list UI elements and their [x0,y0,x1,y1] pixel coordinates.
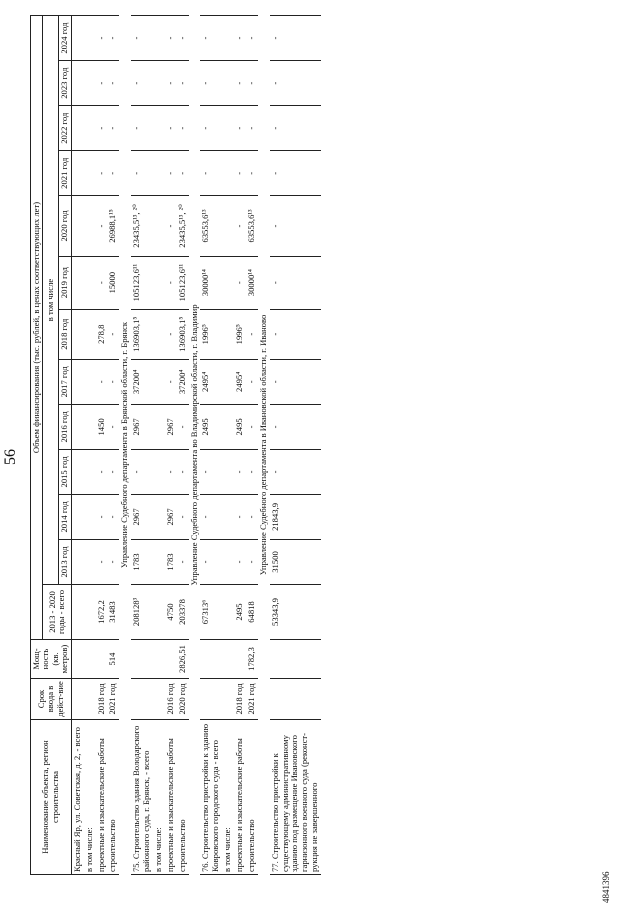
header-including: в том числе [43,16,59,585]
cell-value: - [96,16,108,61]
header-year-col: 2022 год [59,106,71,151]
cell-value: - [165,196,177,256]
cell-value: 30000¹⁴ [246,256,258,309]
cell-power [222,640,234,679]
header-year-col: 2019 год [59,256,71,309]
cell-value [84,494,96,539]
document-id: 4841396 [601,871,611,903]
cell-value [84,309,96,359]
cell-value [153,309,165,359]
cell-value: - [107,359,119,404]
cell-value: 63553,6¹³ [200,196,222,256]
cell-name: проектные и изыскательские работы [165,720,177,875]
table-row [200,16,222,875]
table-row [84,16,96,875]
cell-value: - [234,449,246,494]
cell-value: 1996⁵ [200,309,222,359]
cell-value: - [107,449,119,494]
cell-value: - [177,106,189,151]
cell-value: - [177,539,189,584]
cell-name: строительство [177,720,189,875]
cell-power [71,640,83,679]
cell-value: 2495⁴ [234,359,246,404]
cell-value: 136903,1⁵ [131,309,153,359]
cell-value: - [270,196,321,256]
cell-name: в том числе: [153,720,165,875]
cell-value: 1450 [96,404,108,449]
cell-year [270,679,321,720]
cell-value [222,196,234,256]
cell-value [153,151,165,196]
cell-value [71,106,83,151]
cell-value: - [107,539,119,584]
cell-value: - [165,106,177,151]
region-band-text: Управление Судебного департамента во Владимирской области, г. Владимир [188,304,199,586]
cell-value [222,359,234,404]
table-row [71,16,83,875]
cell-value: - [200,16,222,61]
table-body [71,16,321,875]
cell-value: - [234,256,246,309]
cell-value: 2967 [131,494,153,539]
cell-value: - [270,61,321,106]
header-year: Срок ввода в дейст-вие [31,679,72,720]
cell-value [153,196,165,256]
cell-power [270,640,321,679]
cell-value: 31500 [270,539,321,584]
cell-value [153,359,165,404]
cell-total [222,585,234,640]
cell-value: 30000¹⁴ [200,256,222,309]
cell-total [153,585,165,640]
cell-value [222,151,234,196]
cell-value [153,404,165,449]
cell-value [84,61,96,106]
cell-total: 53343,9 [270,585,321,640]
cell-value: - [131,16,153,61]
table-row [165,16,177,875]
header-financing: Объем финансирования (тыс. рублей, в ценах соответствующих лет) [31,16,43,640]
cell-value: - [246,151,258,196]
cell-value: - [96,196,108,256]
cell-value [153,449,165,494]
cell-value: - [246,16,258,61]
table-row [270,16,321,875]
cell-value: - [246,449,258,494]
cell-value: - [165,309,177,359]
cell-value [84,404,96,449]
cell-value [84,449,96,494]
cell-value: - [107,494,119,539]
page-number: 56 [2,449,19,465]
cell-year [153,679,165,720]
header-year-col: 2013 год [59,539,71,584]
cell-value: - [107,16,119,61]
cell-value: - [165,16,177,61]
cell-value: - [246,309,258,359]
cell-value [153,494,165,539]
header-year-col: 2023 год [59,61,71,106]
cell-value: - [107,106,119,151]
header-year-col: 2015 год [59,449,71,494]
cell-value: - [234,539,246,584]
financing-table [30,15,321,875]
table-row [234,16,246,875]
cell-value [222,539,234,584]
cell-value [153,106,165,151]
cell-value [153,539,165,584]
cell-value [222,16,234,61]
cell-total: 64818 [246,585,258,640]
table-row [153,16,165,875]
cell-value: - [107,309,119,359]
cell-value: - [270,309,321,359]
cell-value [222,494,234,539]
cell-value: - [200,151,222,196]
cell-year: 2018 год [234,679,246,720]
cell-value [84,106,96,151]
cell-power [131,640,153,679]
cell-value: - [246,404,258,449]
cell-total [84,585,96,640]
cell-value [153,256,165,309]
cell-power: 514 [107,640,119,679]
cell-value: 21843,9 [270,494,321,539]
cell-value: 2495⁴ [200,359,222,404]
cell-value: - [234,151,246,196]
cell-value: 1996⁵ [234,309,246,359]
cell-value [71,539,83,584]
cell-total: 1672,2 [96,585,108,640]
cell-value: - [107,61,119,106]
cell-value: - [96,151,108,196]
cell-value: - [246,494,258,539]
cell-value: - [165,449,177,494]
region-band [258,16,270,875]
cell-power [200,640,222,679]
cell-value [71,449,83,494]
cell-year: 2021 год [107,679,119,720]
cell-value: - [131,151,153,196]
cell-year: 2020 год [177,679,189,720]
cell-name: 76. Строительство пристройки к зданию Ковровского городского суда - всего [200,720,222,875]
cell-name: 75. Строительство здания Володарского районного суда, г. Брянск, - всего [131,720,153,875]
cell-value: - [96,106,108,151]
cell-value: - [177,404,189,449]
cell-value [84,359,96,404]
cell-value: - [177,151,189,196]
region-band [119,16,131,875]
cell-value [71,256,83,309]
cell-value: 23435,5¹³, ²⁰ [131,196,153,256]
cell-value: 23435,5¹³, ²⁰ [177,196,189,256]
cell-year [84,679,96,720]
cell-name: строительство [246,720,258,875]
region-band-text: Управление Судебного департамента в Ивановской области, г. Иваново [257,314,268,576]
cell-value: - [107,151,119,196]
cell-value: - [234,106,246,151]
cell-value [222,404,234,449]
cell-year [200,679,222,720]
cell-value: - [200,539,222,584]
cell-name: строительство [107,720,119,875]
header-year-col: 2018 год [59,309,71,359]
cell-value [84,196,96,256]
cell-value: - [200,61,222,106]
cell-name: Красный Яр, ул. Советская, д. 2, - всего [71,720,83,875]
cell-value: 37200⁴ [131,359,153,404]
cell-value: 15000 [107,256,119,309]
cell-value: 2967 [165,494,177,539]
cell-value: - [96,359,108,404]
header-year-col: 2024 год [59,16,71,61]
cell-value: - [234,61,246,106]
cell-power [96,640,108,679]
header-year-col: 2014 год [59,494,71,539]
cell-value: 2495 [234,404,246,449]
cell-value: 2495 [200,404,222,449]
cell-value: 2967 [165,404,177,449]
cell-name: 77. Строительство пристройки к существующему административному зданию под размещение Ивановского гарнизонного военного суда (реконст-рукция не завершенного [270,720,321,875]
cell-year: 2018 год [96,679,108,720]
cell-value: 105123,6¹¹ [177,256,189,309]
table-row [96,16,108,875]
cell-value: - [177,449,189,494]
cell-value: - [131,106,153,151]
cell-value: 278,8 [96,309,108,359]
cell-value: 1783 [131,539,153,584]
region-band-text: Управление Судебного департамента в Брянской области, г. Брянск [119,321,130,569]
cell-value: - [165,256,177,309]
cell-value: - [270,404,321,449]
cell-value: - [96,61,108,106]
cell-value: 105123,6¹¹ [131,256,153,309]
cell-value: - [96,449,108,494]
cell-name: проектные и изыскательские работы [234,720,246,875]
cell-value [84,151,96,196]
cell-value: - [270,449,321,494]
cell-value: - [96,494,108,539]
header-total: 2013 - 2020 годы - всего [43,585,71,640]
cell-value: - [246,359,258,404]
table-row [246,16,258,875]
cell-value [153,16,165,61]
cell-power [165,640,177,679]
cell-year [222,679,234,720]
cell-value [222,256,234,309]
cell-value [153,61,165,106]
cell-value: - [200,106,222,151]
cell-value: - [234,196,246,256]
cell-value [222,61,234,106]
cell-value: - [270,151,321,196]
header-power: Мощ-ность (кв. метров) [31,640,72,679]
cell-total: 67313⁶ [200,585,222,640]
cell-value: - [96,539,108,584]
cell-value: - [246,106,258,151]
cell-value [84,539,96,584]
cell-value: - [270,256,321,309]
cell-value: - [165,151,177,196]
cell-value: 136903,1⁵ [177,309,189,359]
cell-value [71,309,83,359]
cell-value: - [234,494,246,539]
cell-value [222,106,234,151]
cell-value [71,16,83,61]
cell-value: - [270,359,321,404]
cell-value: - [131,61,153,106]
cell-total: 2495 [234,585,246,640]
cell-value: - [246,61,258,106]
cell-value: 63553,6¹³ [246,196,258,256]
cell-value: - [165,359,177,404]
cell-value: - [270,16,321,61]
cell-name: в том числе: [222,720,234,875]
cell-value [71,494,83,539]
cell-value: 37200⁴ [177,359,189,404]
cell-value: - [177,494,189,539]
cell-total [71,585,83,640]
cell-power: 1782,3 [246,640,258,679]
cell-power [84,640,96,679]
cell-value: 1783 [165,539,177,584]
cell-value: - [107,404,119,449]
cell-value [71,61,83,106]
cell-total: 4750 [165,585,177,640]
header-year-col: 2016 год [59,404,71,449]
header-year-col: 2021 год [59,151,71,196]
cell-value: - [96,256,108,309]
cell-value [222,309,234,359]
cell-value: - [200,449,222,494]
table-row [131,16,153,875]
cell-power [234,640,246,679]
header-name: Наименование объекта, регион строительства [31,720,72,875]
cell-value: - [177,61,189,106]
cell-value [71,151,83,196]
cell-value: - [234,16,246,61]
cell-value [71,359,83,404]
cell-year: 2021 год [246,679,258,720]
cell-value [84,256,96,309]
cell-total: 31483 [107,585,119,640]
cell-name: проектные и изыскательские работы [96,720,108,875]
cell-value: - [270,106,321,151]
cell-year [131,679,153,720]
table-row [222,16,234,875]
header-year-col: 2020 год [59,196,71,256]
cell-value: 2967 [131,404,153,449]
cell-value [222,449,234,494]
cell-value [71,196,83,256]
cell-total: 208128³ [131,585,153,640]
cell-name: в том числе: [84,720,96,875]
cell-value: - [165,61,177,106]
table-row [107,16,119,875]
header-year-col: 2017 год [59,359,71,404]
cell-value [71,404,83,449]
cell-total: 203378 [177,585,189,640]
cell-year [71,679,83,720]
cell-value: - [200,494,222,539]
region-band [189,16,201,875]
cell-value [84,16,96,61]
cell-year: 2016 год [165,679,177,720]
cell-value: - [131,449,153,494]
cell-value: - [246,539,258,584]
table-row [177,16,189,875]
cell-value: 26988,1¹⁵ [107,196,119,256]
cell-value: - [177,16,189,61]
cell-power [153,640,165,679]
cell-power: 2826,51 [177,640,189,679]
